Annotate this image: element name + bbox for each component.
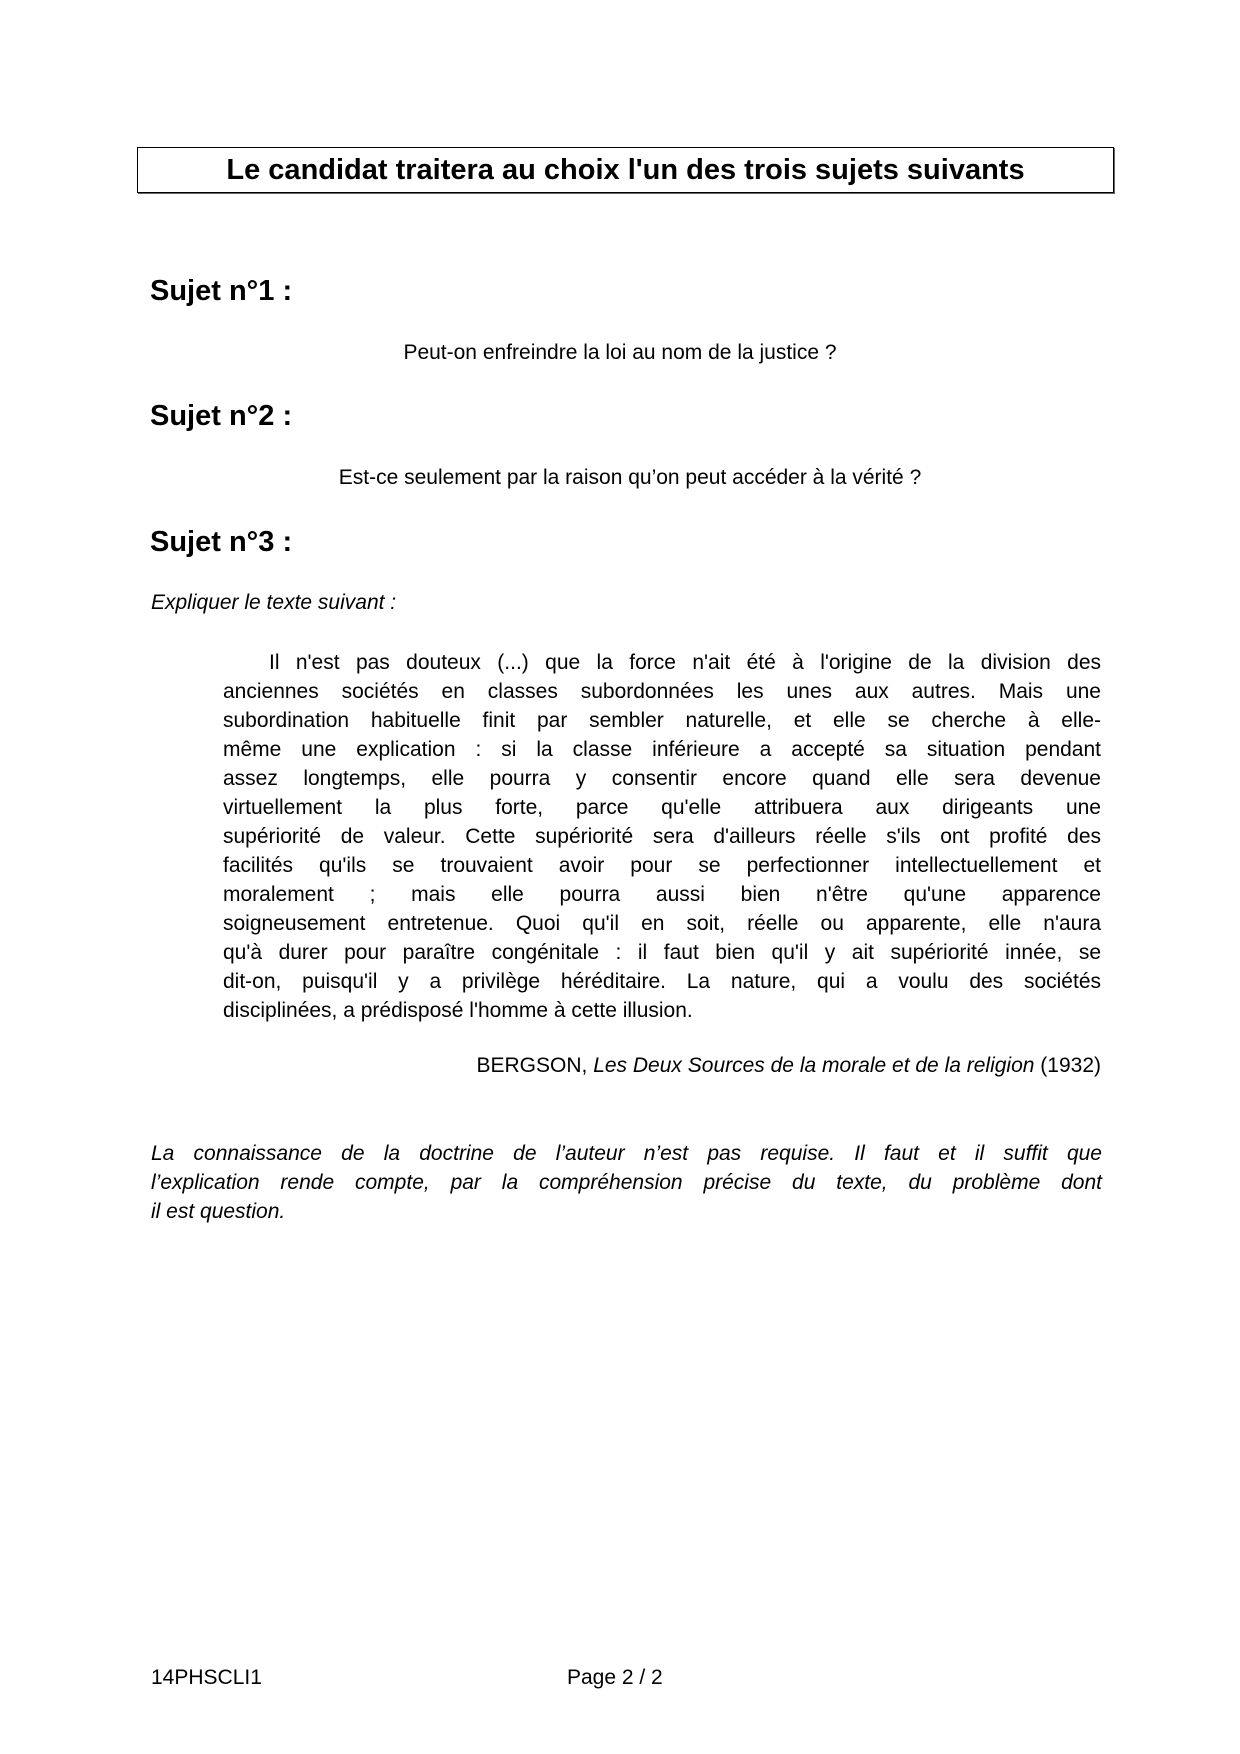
subject-3-heading: Sujet n°3 :: [150, 526, 293, 558]
passage-line: disciplinées, a prédisposé l'homme à cette illusion.: [223, 999, 693, 1022]
subject-1-question: Peut-on enfreindre la loi au nom de la justice ?: [403, 341, 837, 364]
text-passage: [223, 648, 1101, 1025]
citation-work: Les Deux Sources de la morale et de la religion: [593, 1054, 1035, 1077]
explanation-note: [151, 1139, 1102, 1226]
citation-author: BERGSON,: [476, 1054, 588, 1077]
instructions-title-box: [137, 147, 1114, 193]
passage-line: dit-on, puisqu'il y a privilège héréditaire. La nature, qui a voulu des sociétés: [223, 970, 1101, 993]
citation-year: (1932): [1040, 1054, 1101, 1077]
note-line: l’explication rende compte, par la compréhension précise du texte, du problème dont: [151, 1171, 1102, 1194]
subject-3-instruction: Expliquer le texte suivant :: [151, 591, 397, 614]
passage-line: facilités qu'ils se trouvaient avoir pour se perfectionner intellectuellement et: [223, 854, 1101, 877]
passage-line: virtuellement la plus forte, parce qu'elle attribuera aux dirigeants une: [223, 796, 1101, 819]
note-line: La connaissance de la doctrine de l’auteur n’est pas requise. Il faut et il suffit que: [151, 1142, 1102, 1165]
passage-line: anciennes sociétés en classes subordonnées les unes aux autres. Mais une: [223, 680, 1101, 703]
passage-line: soigneusement entretenue. Quoi qu'il en soit, réelle ou apparente, elle n'aura: [223, 912, 1101, 935]
citation: [477, 1052, 1102, 1080]
passage-line: qu'à durer pour paraître congénitale : il faut bien qu'il y ait supériorité innée, se: [223, 941, 1101, 964]
instructions-title: Le candidat traitera au choix l'un des trois sujets suivants: [226, 153, 1025, 186]
subject-2-heading: Sujet n°2 :: [150, 400, 293, 432]
passage-line: supériorité de valeur. Cette supériorité sera d'ailleurs réelle s'ils ont profité des: [223, 825, 1101, 848]
passage-line: Il n'est pas douteux (...) que la force n'ait été à l'origine de la division des: [269, 651, 1101, 674]
footer-exam-code: 14PHSCLI1: [151, 1666, 262, 1689]
footer-page-number: Page 2 / 2: [567, 1666, 663, 1689]
subject-1-heading: Sujet n°1 :: [150, 275, 293, 307]
passage-line: assez longtemps, elle pourra y consentir encore quand elle sera devenue: [223, 767, 1101, 790]
passage-line: même une explication : si la classe inférieure a accepté sa situation pendant: [223, 738, 1101, 761]
note-line: il est question.: [151, 1200, 286, 1223]
passage-line: subordination habituelle finit par sembler naturelle, et elle se cherche à elle-: [223, 709, 1101, 732]
passage-line: moralement ; mais elle pourra aussi bien n'être qu'une apparence: [223, 883, 1101, 906]
subject-2-question: Est-ce seulement par la raison qu’on peut accéder à la vérité ?: [338, 466, 922, 489]
